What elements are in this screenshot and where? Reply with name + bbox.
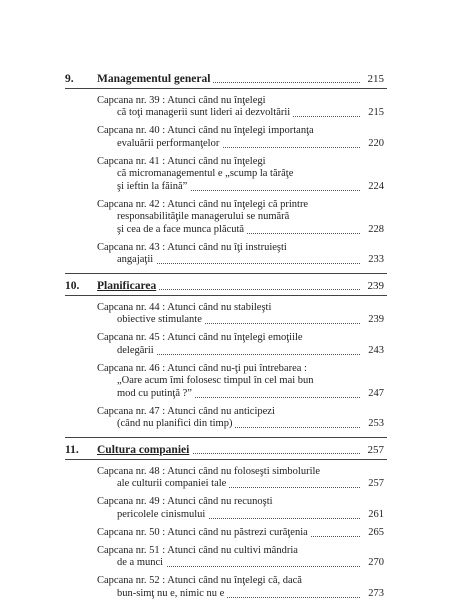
chapter-number: 9.: [65, 73, 74, 85]
toc-entry-line[interactable]: [0, 314, 452, 326]
page-number: 261: [365, 509, 384, 521]
entry-text: „Oare acum îmi folosesc timpul în cel mai bun: [117, 375, 317, 387]
page-number: 228: [365, 224, 384, 236]
entry-text: Capcana nr. 46 : Atunci când nu-ţi pui întrebarea :: [97, 363, 310, 375]
entry-text: angajaţii: [117, 254, 156, 266]
toc-entry-line: [0, 95, 452, 107]
chapter-rule: [65, 437, 387, 438]
toc-entry-line[interactable]: [0, 478, 452, 490]
toc-entry-line[interactable]: [0, 181, 452, 193]
toc-entry-line[interactable]: [0, 224, 452, 236]
entry-text: Capcana nr. 48 : Atunci când nu foloseşti simbolurile: [97, 466, 323, 478]
page-number: 239: [365, 314, 384, 326]
toc-entry-line: [0, 375, 452, 387]
toc-entry-line[interactable]: [0, 107, 452, 119]
toc-entry-line: [0, 406, 452, 418]
entry-text: Capcana nr. 52 : Atunci când nu înţelegi că, dacă: [97, 575, 305, 587]
toc-entry-line[interactable]: [0, 509, 452, 521]
entry-text: Capcana nr. 41 : Atunci când nu înţelegi: [97, 156, 269, 168]
entry-text: Capcana nr. 45 : Atunci când nu înţelegi emoţiile: [97, 332, 306, 344]
chapter-title: Cultura companiei: [97, 444, 192, 456]
chapter-number: 11.: [65, 444, 79, 456]
entry-text: şi cea de a face munca plăcută: [117, 224, 247, 236]
toc-entry-line: [0, 168, 452, 180]
chapter-heading[interactable]: [0, 280, 452, 292]
toc-entry-line: [0, 496, 452, 508]
page-number: 215: [365, 107, 384, 119]
page-number: 273: [365, 588, 384, 600]
entry-text: Capcana nr. 42 : Atunci când nu înţelegi că printre: [97, 199, 311, 211]
entry-text: de a munci: [117, 557, 166, 569]
entry-text: (când nu planifici din timp): [117, 418, 235, 430]
toc-entry-line[interactable]: [0, 254, 452, 266]
entry-text: că micromanagementul e „scump la tărâţe: [117, 168, 296, 180]
toc-entry-line: [0, 575, 452, 587]
page-number: 224: [365, 181, 384, 193]
entry-text: Capcana nr. 39 : Atunci când nu înţelegi: [97, 95, 269, 107]
toc-entry-line: [0, 302, 452, 314]
toc-entry-line[interactable]: [0, 138, 452, 150]
entry-text: delegării: [117, 345, 157, 357]
toc-entry-line[interactable]: [0, 345, 452, 357]
page-number: 265: [365, 527, 384, 539]
chapter-title: Managementul general: [97, 73, 213, 85]
toc-entry-line[interactable]: [0, 388, 452, 400]
entry-text: Capcana nr. 40 : Atunci când nu înţelegi importanţa: [97, 125, 317, 137]
entry-text: Capcana nr. 47 : Atunci când nu anticipezi: [97, 406, 278, 418]
entry-text: responsabilităţile managerului se numără: [117, 211, 292, 223]
chapter-rule: [65, 273, 387, 274]
page-number: 220: [365, 138, 384, 150]
toc-entry-line[interactable]: [0, 418, 452, 430]
toc-entry-line: [0, 211, 452, 223]
page-number: 239: [365, 280, 385, 292]
page-number: 247: [365, 388, 384, 400]
entry-text: pericolele cinismului: [117, 509, 208, 521]
chapter-heading[interactable]: [0, 73, 452, 85]
entry-text: Capcana nr. 50 : Atunci când nu păstrezi curăţenia: [97, 527, 311, 539]
chapter-rule: [65, 295, 387, 296]
page-number: 257: [365, 444, 385, 456]
entry-text: Capcana nr. 43 : Atunci când nu îţi instruieşti: [97, 242, 290, 254]
page-number: 243: [365, 345, 384, 357]
entry-text: evaluării performanţelor: [117, 138, 222, 150]
entry-text: Capcana nr. 51 : Atunci când nu cultivi mândria: [97, 545, 301, 557]
chapter-rule: [65, 88, 387, 89]
entry-text: obiective stimulante: [117, 314, 205, 326]
entry-text: bun-simţ nu e, nimic nu e: [117, 588, 227, 600]
toc-entry-line: [0, 332, 452, 344]
page-number: 253: [365, 418, 384, 430]
page-number: 257: [365, 478, 384, 490]
page-number: 270: [365, 557, 384, 569]
chapter-heading[interactable]: [0, 444, 452, 456]
chapter-rule: [65, 459, 387, 460]
toc-entry-line[interactable]: [0, 527, 452, 539]
toc-entry-line: [0, 466, 452, 478]
entry-text: Capcana nr. 49 : Atunci când nu recunoşti: [97, 496, 276, 508]
toc-entry-line[interactable]: [0, 588, 452, 600]
toc-entry-line: [0, 545, 452, 557]
entry-text: şi ieftin la făină”: [117, 181, 190, 193]
toc-entry-line: [0, 363, 452, 375]
entry-text: Capcana nr. 44 : Atunci când nu stabileşti: [97, 302, 274, 314]
toc-entry-line: [0, 156, 452, 168]
chapter-title: Planificarea: [97, 280, 159, 292]
toc-entry-line: [0, 125, 452, 137]
toc-entry-line: [0, 199, 452, 211]
entry-text: ale culturii companiei tale: [117, 478, 229, 490]
entry-text: că toţi managerii sunt lideri ai dezvoltării: [117, 107, 293, 119]
chapter-number: 10.: [65, 280, 80, 292]
toc-entry-line[interactable]: [0, 557, 452, 569]
page-number: 215: [365, 73, 385, 85]
entry-text: mod cu putinţă ?”: [117, 388, 195, 400]
page-number: 233: [365, 254, 384, 266]
toc-entry-line: [0, 242, 452, 254]
